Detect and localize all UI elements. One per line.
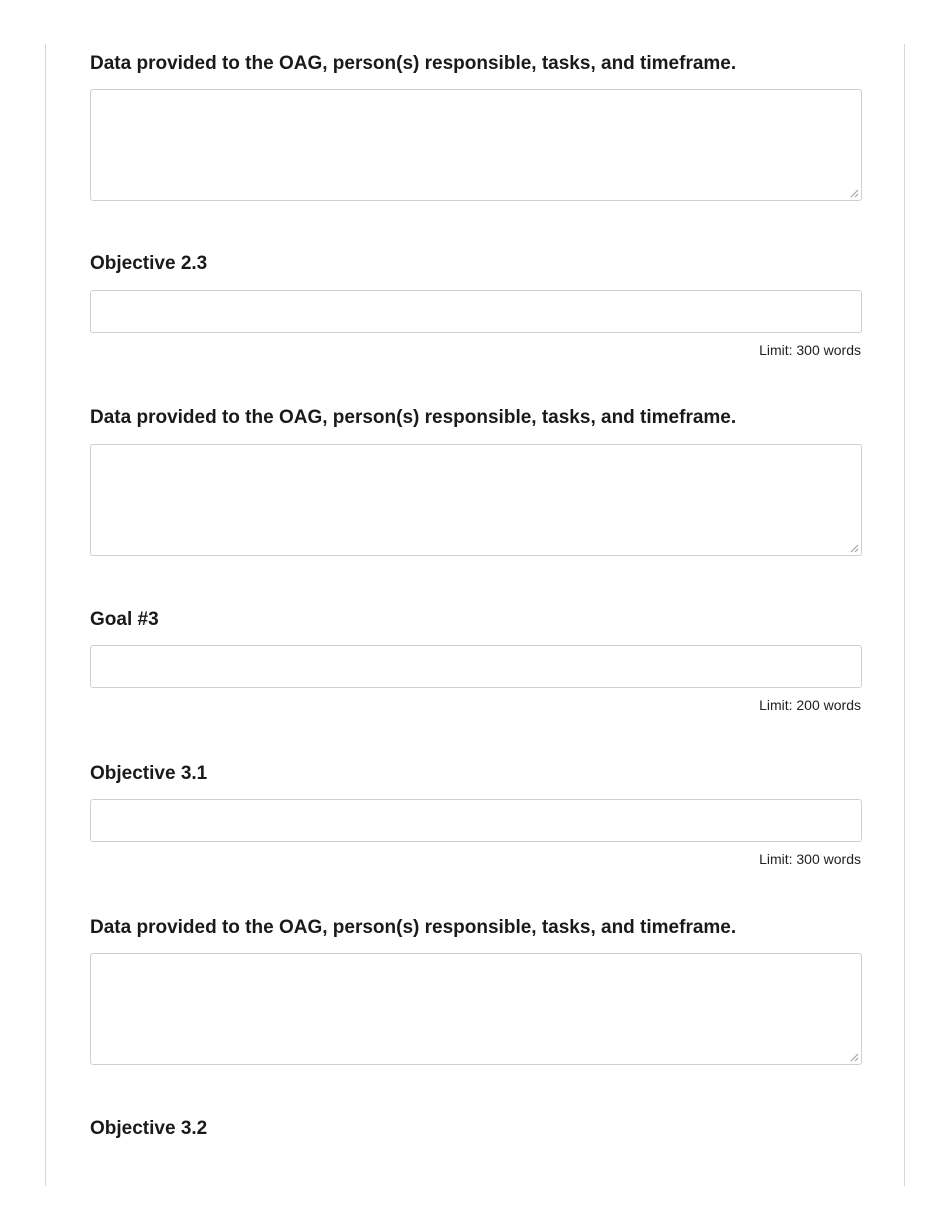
answer-textarea[interactable] — [90, 953, 862, 1065]
question-label: Data provided to the OAG, person(s) responsible, tasks, and timeframe. — [90, 917, 737, 938]
answer-textarea[interactable] — [90, 89, 862, 201]
form-page — [45, 44, 905, 1186]
resize-grip-icon[interactable] — [850, 189, 859, 198]
objective-2-3-input[interactable] — [90, 290, 862, 333]
question-label: Objective 2.3 — [90, 253, 208, 274]
question-label: Data provided to the OAG, person(s) responsible, tasks, and timeframe. — [90, 53, 737, 74]
question-label: Goal #3 — [90, 609, 159, 630]
goal-3-input[interactable] — [90, 645, 862, 688]
answer-textarea[interactable] — [90, 444, 862, 556]
question-label: Objective 3.2 — [90, 1118, 208, 1139]
resize-grip-icon[interactable] — [850, 1053, 859, 1062]
word-limit-label: Limit: 300 words — [759, 851, 861, 867]
resize-grip-icon[interactable] — [850, 544, 859, 553]
word-limit-label: Limit: 300 words — [759, 342, 861, 358]
objective-3-1-input[interactable] — [90, 799, 862, 842]
word-limit-label: Limit: 200 words — [759, 697, 861, 713]
question-label: Data provided to the OAG, person(s) responsible, tasks, and timeframe. — [90, 407, 737, 428]
question-label: Objective 3.1 — [90, 763, 208, 784]
